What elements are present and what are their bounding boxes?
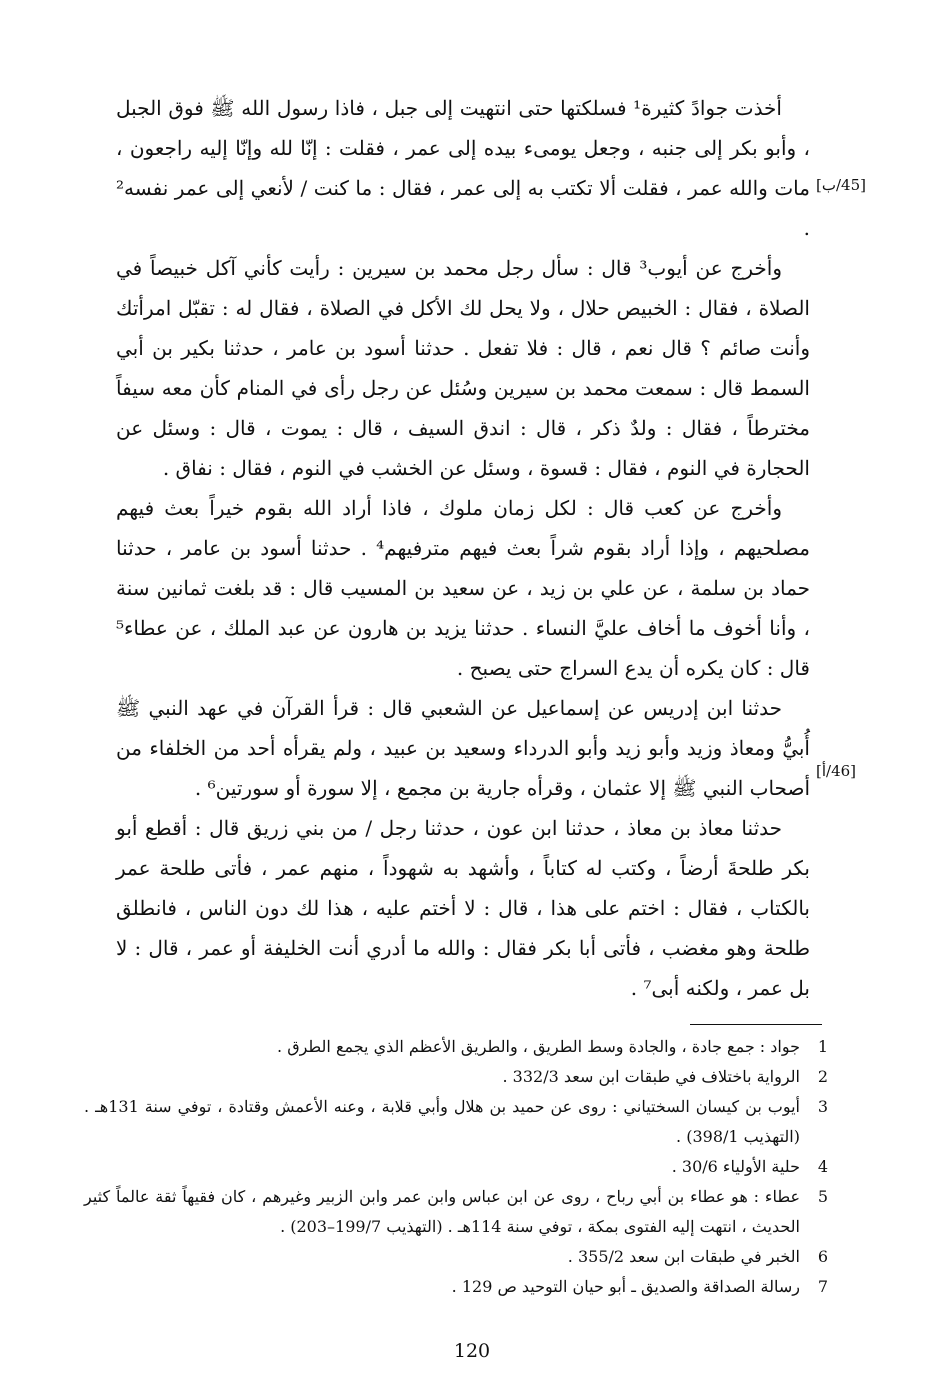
footnote (84, 1182, 828, 1242)
paragraph: وأخرج عن أيوب³ قال : سأل رجل محمد بن سيرين : رأيت كأني آكل خبيصاً في الصلاة ، فقال : الخبيص حلال ، ولا يحل لك الأكل في الصلاة ، فقال له : تقبّل امرأتك وأنت صائم ؟ قال نعم ، قال : فلا تفعل . حدثنا أسود بن عامر ، حدثنا بكير بن أبي السمط قال : سمعت محمد بن سيرين وسُئل عن رجل رأى في المنام كأن معه سيفاً مخترطاً ، فقال : ولدٌ ذكر ، قال : اندق السيف ، قال : يموت ، قال : وسئل عن الحجارة في النوم ، فقال : قسوة ، وسئل عن الخشب في النوم ، فقال : نفاق . (116, 256, 810, 480)
footnote-number: 3 (817, 1097, 828, 1116)
footnote-separator (690, 1024, 822, 1025)
footnote-number: 1 (817, 1037, 828, 1056)
footnote (84, 1152, 828, 1182)
main-text (116, 88, 810, 1008)
paragraph: حدثنا ابن إدريس عن إسماعيل عن الشعبي قال : قرأ القرآن في عهد النبي ﷺ أُبيُّ ومعاذ وزيد وأبو زيد وأبو الدرداء وسعيد بن عبيد ، ولم يقرأه أحد من الخلفاء من أصحاب النبي ﷺ إلا عثمان ، وقرأه جارية بن مجمع ، إلا سورة أو سورتين⁶ . (116, 696, 810, 800)
page-number: 120 (453, 1340, 491, 1362)
footnote-number: 6 (817, 1247, 828, 1266)
footnote (84, 1092, 828, 1152)
footnote (84, 1272, 828, 1302)
paragraph: حدثنا معاذ بن معاذ ، حدثنا ابن عون ، حدثنا رجل / من بني زريق قال : أقطع أبو بكر طلحةَ أرضاً ، وكتب له كتاباً ، وأشهد به شهوداً ، منهم عمر ، فأتى طلحة عمر بالكتاب ، فقال : اختم على هذا ، قال : لا أختم عليه ، هذا لك دون الناس ، فانطلق طلحة وهو مغضب ، فأتى أبا بكر فقال : والله ما أدري أنت الخليفة أو عمر ، قال : لا بل عمر ، ولكنه أبى⁷ . (116, 816, 810, 1000)
paragraph: وأخرج عن كعب قال : لكل زمان ملوك ، فاذا أراد الله بقوم خيراً بعث فيهم مصلحيهم ، وإذا أراد بقوم شراً بعث فيهم مترفيهم⁴ . حدثنا أسود بن عامر ، حدثنا حماد بن سلمة ، عن علي بن زيد ، عن سعيد بن المسيب قال : قد بلغت ثمانين سنة ، وأنا أخوف ما أخاف عليَّ النساء . حدثنا يزيد بن هارون عن عبد الملك ، عن عطاء⁵ قال : كان يكره أن يدع السراج حتى يصبح . (116, 496, 810, 680)
footnote-text: عطاء : هو عطاء بن أبي رباح ، روى عن ابن عباس وابن عمر وابن الزبير وغيرهم ، كان فقيهاً ثقة عالماً كثير الحديث ، انتهت إليه الفتوى بمكة ، توفي سنة 114هـ . (التهذيب 199/7–203) . (84, 1187, 800, 1236)
margin-folio-note: [46/أ] (816, 762, 857, 780)
footnote-text: جواد : جمع جادة ، والجادة وسط الطريق ، والطريق الأعظم الذي يجمع الطرق . (277, 1037, 800, 1056)
footnote-text: الرواية باختلاف في طبقات ابن سعد 332/3 . (502, 1067, 800, 1086)
footnote-text: حلية الأولياء 30/6 . (671, 1157, 800, 1176)
footnotes (84, 1032, 828, 1302)
paragraph: أخذت جوادً كثيرة¹ فسلكتها حتى انتهيت إلى جبل ، فاذا رسول الله ﷺ فوق الجبل ، وأبو بكر إلى جنبه ، وجعل يومىء بيده إلى عمر ، فقلت : إنّا لله وإنّا إليه راجعون ، مات والله عمر ، فقلت ألا تكتب به إلى عمر ، فقال : ما كنت / لأنعي إلى عمر نفسه² . (116, 96, 810, 240)
footnote (84, 1062, 828, 1092)
footnote-number: 4 (817, 1157, 828, 1176)
footnote (84, 1242, 828, 1272)
footnote (84, 1032, 828, 1062)
footnote-text: أيوب بن كيسان السختياني : روى عن حميد بن هلال وأبي قلابة ، وعنه الأعمش وقتادة ، توفي سنة 131هـ . (التهذيب 398/1) . (84, 1097, 801, 1146)
footnote-number: 5 (817, 1187, 828, 1206)
footnote-text: الخبر في طبقات ابن سعد 355/2 . (567, 1247, 800, 1266)
margin-folio-note: [45/ب] (816, 176, 866, 194)
footnote-number: 7 (817, 1277, 828, 1296)
footnote-number: 2 (817, 1067, 828, 1086)
footnote-text: رسالة الصداقة والصديق ـ أبو حيان التوحيد ص 129 . (451, 1277, 800, 1296)
